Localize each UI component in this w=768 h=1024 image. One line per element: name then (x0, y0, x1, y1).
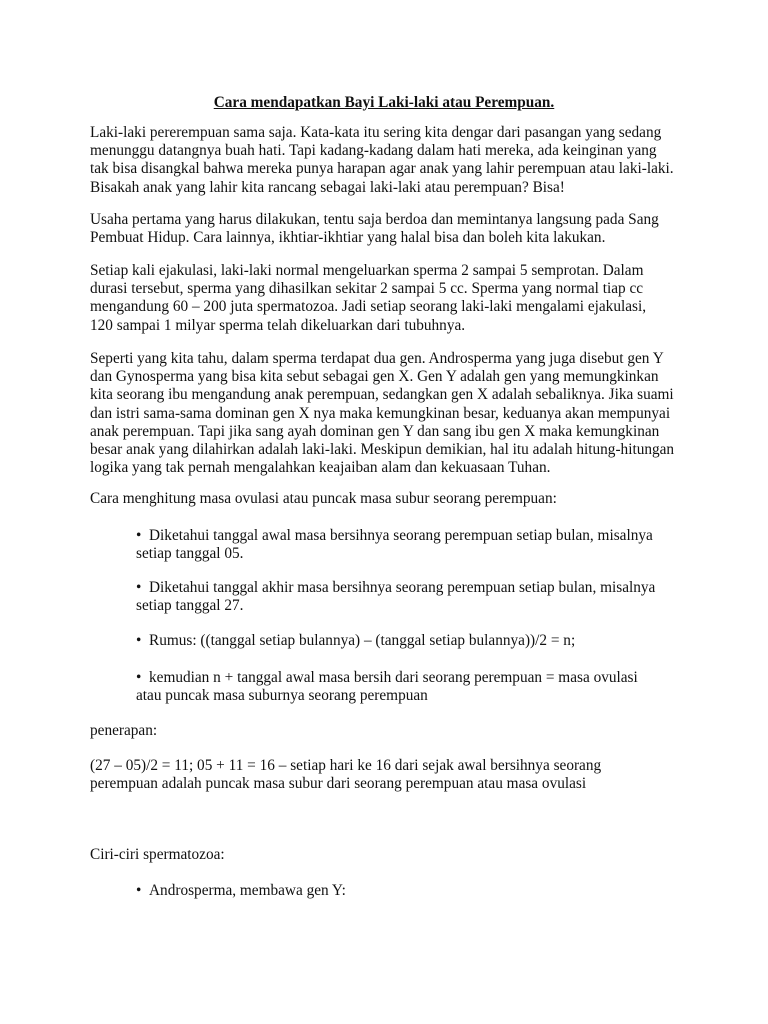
ejaculation-paragraph: Setiap kali ejakulasi, laki-laki normal mengeluarkan sperma 2 sampai 5 semprotan. Dalam durasi tersebut, sperma yang dihasilkan sekitar 2 sampai 5 cc. Sperma yang normal tiap cc mengandung 60 – 200 juta spermatozoa. Jadi setiap seorang laki-laki mengalami ejakulasi, 120 sampai 1 milyar sperma telah dikeluarkan dari tubuhnya. (90, 262, 647, 334)
ovulation-step-text: Rumus: ((tanggal setiap bulannya) – (tanggal setiap bulannya))/2 = n; (149, 632, 576, 649)
characteristics-label: Ciri-ciri spermatozoa: (90, 846, 225, 863)
intro-paragraph: Laki-laki pererempuan sama saja. Kata-kata itu sering kita dengar dari pasangan yang sedang menunggu datangnya buah hati. Tapi kadang-kadang dalam hati mereka, ada keinginan yang tak bisa disangkal bahwa mereka punya harapan agar anak yang lahir perempuan atau laki-laki. Bisakah anak yang lahir kita rancang sebagai laki-laki atau perempuan? Bisa! (90, 124, 674, 196)
ovulation-intro-paragraph: Cara menghitung masa ovulasi atau puncak masa subur seorang perempuan: (90, 490, 557, 507)
bullet-icon: • (136, 669, 142, 686)
ovulation-step-item (136, 669, 666, 705)
ovulation-step-text: kemudian n + tanggal awal masa bersih dari seorang perempuan = masa ovulasi atau puncak masa suburnya seorang perempuan (136, 669, 638, 705)
bullet-icon: • (136, 579, 142, 596)
document-title: Cara mendapatkan Bayi Laki-laki atau Perempuan. (213, 94, 555, 111)
application-text: (27 – 05)/2 = 11; 05 + 11 = 16 – setiap hari ke 16 dari sejak awal bersihnya seorang perempuan adalah puncak masa subur dari seorang perempuan atau masa ovulasi (90, 757, 602, 793)
bullet-icon: • (136, 632, 142, 649)
bullet-icon: • (136, 527, 142, 544)
prayer-paragraph: Usaha pertama yang harus dilakukan, tentu saja berdoa dan memintanya langsung pada Sang Pembuat Hidup. Cara lainnya, ikhtiar-ikhtiar yang halal bisa dan boleh kita lakukan. (90, 211, 659, 247)
genes-paragraph: Seperti yang kita tahu, dalam sperma terdapat dua gen. Androsperma yang juga disebut gen Y dan Gynosperma yang bisa kita sebut sebagai gen X. Gen Y adalah gen yang memungkinkan kita seorang ibu mengandung anak perempuan, sedangkan gen X adalah sebaliknya. Jika suami dan istri sama-sama dominan gen X nya maka kemungkinan besar, keduanya akan mempunyai anak perempuan. Tapi jika sang ayah dominan gen Y dan sang ibu gen X maka kemungkinan besar anak yang dilahirkan adalah laki-laki. Meskipun demikian, hal itu adalah hitung-hitungan logika yang tak pernah mengalahkan keajaiban alam dan kekuasaan Tuhan. (90, 350, 675, 477)
ovulation-step-item (136, 527, 666, 563)
ovulation-step-item (136, 579, 666, 615)
ovulation-step-text: Diketahui tanggal akhir masa bersihnya seorang perempuan setiap bulan, misalnya setiap tanggal 27. (136, 579, 656, 615)
ovulation-step-item (136, 632, 666, 650)
application-label: penerapan: (90, 722, 158, 739)
ovulation-step-text: Diketahui tanggal awal masa bersihnya seorang perempuan setiap bulan, misalnya setiap tanggal 05. (136, 527, 653, 563)
bullet-icon: • (136, 882, 142, 899)
characteristics-text: Androsperma, membawa gen Y: (149, 882, 346, 899)
characteristics-item (136, 882, 666, 900)
